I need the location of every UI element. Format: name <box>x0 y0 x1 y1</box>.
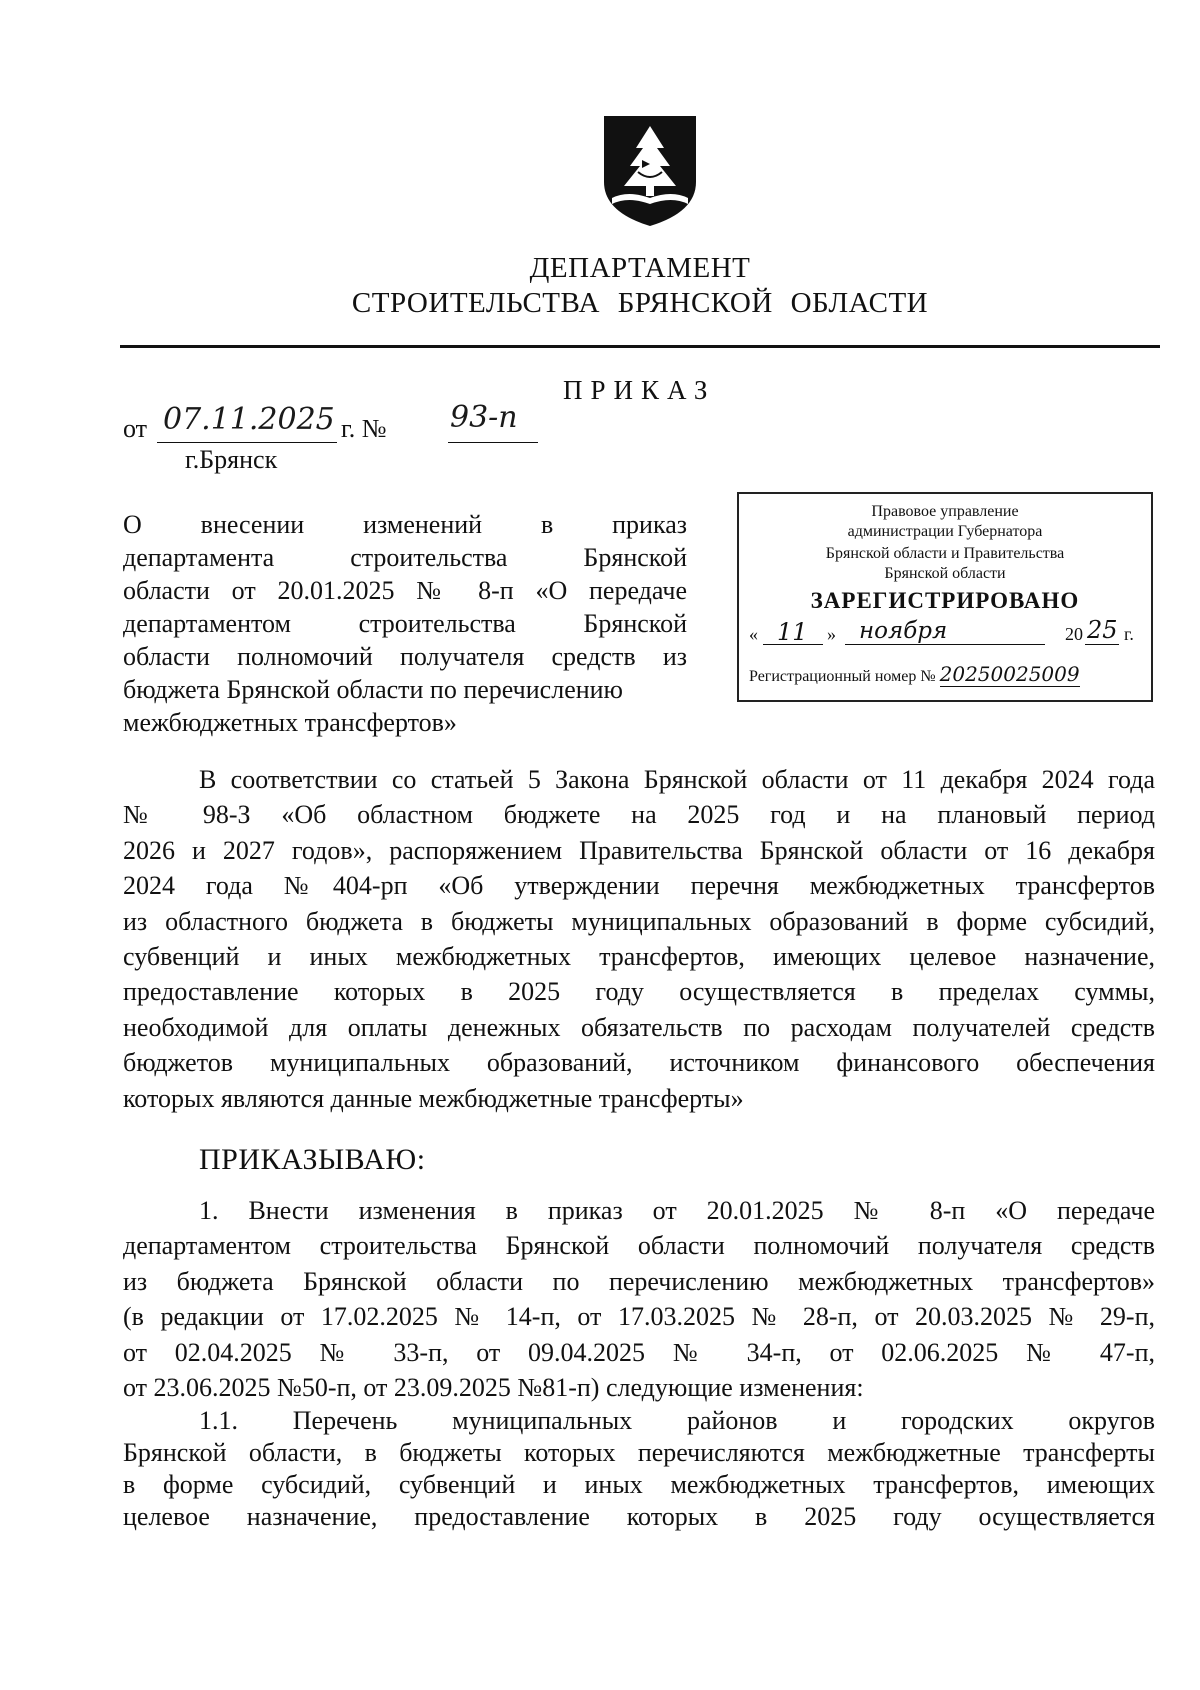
stamp-status: ЗАРЕГИСТРИРОВАНО <box>810 588 1080 613</box>
preamble-paragraph <box>123 762 1155 1116</box>
stamp-day-underline <box>763 644 823 645</box>
stamp-year-underline <box>1085 644 1119 645</box>
stamp-line: администрации Губернатора <box>847 523 1043 540</box>
subject-line: области полномочий получателя средств из <box>123 642 687 671</box>
item-1-1-paragraph <box>123 1405 1155 1533</box>
order-title: ПРИКАЗ <box>563 375 716 405</box>
stamp-line: Брянской области <box>884 565 1006 582</box>
subject-line: О внесении изменений в приказ <box>123 510 687 539</box>
stamp-reg-label: Регистрационный номер № <box>749 668 936 685</box>
preamble-line: предоставление которых в 2025 году осуществляется в пределах суммы, <box>123 977 1155 1007</box>
preamble-line: 2026 и 2027 годов», распоряжением Правительства Брянской области от 16 декабря <box>123 835 1155 865</box>
preamble-line: 2024 года №404-рп «Об утверждении перечня межбюджетных трансфертов <box>123 871 1155 901</box>
stamp-year-prefix: 20 <box>1065 624 1083 644</box>
subject-line: департаментом строительства Брянской <box>123 609 687 638</box>
department-title-line1: ДЕПАРТАМЕНТ <box>529 252 751 284</box>
department-title-line2: СТРОИТЕЛЬСТВА БРЯНСКОЙ ОБЛАСТИ <box>351 287 929 319</box>
stamp-reg-number: 20250025009 <box>939 662 1080 686</box>
item-1-1-line: в форме субсидий, субвенций и иных межбюджетных трансфертов, имеющих <box>123 1470 1155 1499</box>
item-1-1-line: Брянской области, в бюджеты которых перечисляются межбюджетные трансферты <box>123 1438 1155 1467</box>
item-1-1-line: целевое назначение, предоставление которых в 2025 году осуществляется <box>123 1502 1155 1531</box>
subject-line: департамента строительства Брянской <box>123 543 687 572</box>
preamble-line: которых являются данные межбюджетные трансферты» <box>123 1083 744 1113</box>
order-command: ПРИКАЗЫВАЮ: <box>199 1143 426 1176</box>
preamble-line: бюджетов муниципальных образований, источником финансового обеспечения <box>123 1048 1155 1078</box>
header-divider <box>120 345 1160 348</box>
preamble-line: В соответствии со статьей 5 Закона Брянской области от 11 декабря 2024 года <box>199 765 1155 794</box>
item-1-line: из бюджета Брянской области по перечислению межбюджетных трансфертов» <box>123 1266 1155 1296</box>
stamp-month-underline <box>845 644 1045 645</box>
preamble-line: № 98-З «Об областном бюджете на 2025 год и на плановый период <box>123 800 1155 830</box>
item-1-line: (в редакции от 17.02.2025 № 14-п, от 17.03.2025 № 28-п, от 20.03.2025 № 29-п, <box>123 1302 1155 1332</box>
stamp-registration <box>749 662 1080 686</box>
stamp-line: Брянской области и Правительства <box>825 545 1065 562</box>
preamble-line: необходимой для оплаты денежных обязательств по расходам получателей средств <box>123 1012 1155 1042</box>
city-label: г.Брянск <box>185 445 278 474</box>
number-underline <box>448 442 538 443</box>
preamble-line: из областного бюджета в бюджеты муниципальных образований в форме субсидий, <box>123 906 1155 936</box>
date-underline <box>157 442 337 443</box>
stamp-day: 11 <box>777 618 808 646</box>
subject-line: области от 20.01.2025 № 8-п «О передаче <box>123 576 687 605</box>
stamp-month: ноября <box>859 618 948 644</box>
item-1-line: от 02.04.2025 № 33-п, от 09.04.2025 № 34-п, от 02.06.2025 № 47-п, <box>123 1337 1155 1367</box>
stamp-date-row: « 11 » ноября 20 25 г. <box>749 616 1134 646</box>
stamp-year-suffix: 25 <box>1087 616 1118 644</box>
from-label: от <box>123 414 148 443</box>
item-1-line: департаментом строительства Брянской области полномочий получателя средств <box>123 1231 1155 1261</box>
handwritten-date: 07.11.2025 <box>163 402 335 437</box>
item-1-line: от 23.06.2025 №50-п, от 23.09.2025 №81-п) следующие изменения: <box>123 1373 864 1403</box>
preamble-line: субвенций и иных межбюджетных трансфертов, имеющих целевое назначение, <box>123 942 1155 972</box>
stamp-line: Правовое управление <box>871 503 1019 520</box>
registration-stamp <box>737 492 1153 702</box>
item-1-paragraph <box>123 1193 1155 1405</box>
subject-line: бюджета Брянской области по перечислению <box>123 675 623 704</box>
stamp-year-label: г. <box>1124 624 1134 644</box>
year-number-label: г. № <box>341 414 387 443</box>
order-subject <box>123 508 687 739</box>
item-1-1-line: 1.1. Перечень муниципальных районов и городских округов <box>199 1406 1155 1435</box>
handwritten-order-number: 93-п <box>450 400 518 435</box>
bryansk-coat-of-arms-icon <box>598 112 702 230</box>
subject-line: межбюджетных трансфертов» <box>123 708 457 737</box>
item-1-line: 1. Внести изменения в приказ от 20.01.2025 № 8-п «О передаче <box>199 1196 1155 1225</box>
